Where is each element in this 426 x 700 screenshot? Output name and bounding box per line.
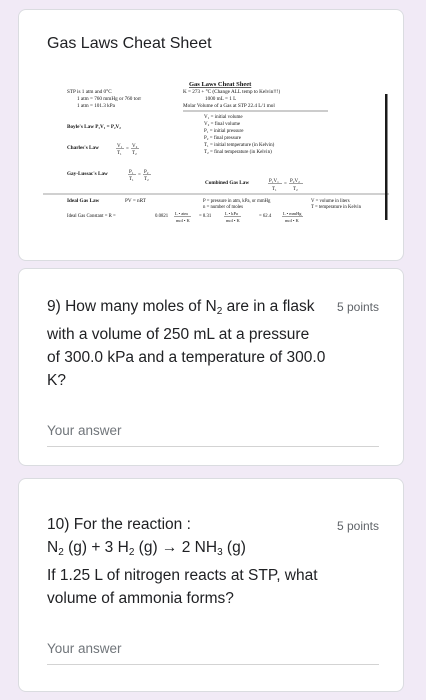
molar-volume-rule: Molar Volume of a Gas at STP 22.4 L/1 mol: [183, 103, 275, 109]
cheat-sheet-card: [18, 9, 404, 261]
svg-text:T₂: T₂: [144, 177, 149, 182]
cheat-sheet-image: [43, 78, 389, 238]
question-9-card: [18, 268, 404, 466]
question-10-text: 10) For the reaction : $N_2$ (g) + 3 $H_2$ (g) → 2 $NH_3$ (g) If 1.25 L of nitrogen reacts at STP, what volume of ammonia forms?: [47, 516, 318, 607]
svg-text:=: =: [138, 173, 141, 178]
sheet-title: Gas Laws Cheat Sheet: [47, 35, 212, 52]
svg-text:mol • K: mol • K: [226, 218, 240, 223]
temperature-def: T = temperature in Kelvin: [311, 205, 362, 210]
svg-text:P₂V₂: P₂V₂: [290, 179, 300, 184]
kelvin-rule: K = 273 + °C (Change ALL temp to Kelvin!!!): [183, 89, 281, 95]
svg-text:P₂: P₂: [144, 170, 149, 175]
question-9-answer-input[interactable]: Your answer: [47, 419, 379, 447]
image-heading: Gas Laws Cheat Sheet: [189, 81, 252, 88]
var-p1: P₁ = initial pressure: [204, 129, 244, 134]
svg-text:P₁V₁: P₁V₁: [269, 179, 279, 184]
svg-text:mol • K: mol • K: [285, 218, 299, 223]
svg-text:L • kPa: L • kPa: [225, 211, 238, 216]
svg-text:T₂: T₂: [132, 151, 137, 156]
r-value-1: 0.0821: [155, 214, 169, 219]
svg-text:V₁: V₁: [117, 144, 123, 149]
var-t2: T₂ = final temperature (in Kelvin): [204, 150, 272, 155]
var-t1: T₁ = initial temperature (in Kelvin): [204, 143, 275, 148]
ideal-gas-equation: PV = nRT: [125, 198, 146, 204]
gay-lussac-law: Gay-Lussac's Law: [67, 171, 108, 177]
var-p2: P₂ = final pressure: [204, 136, 241, 141]
charles-law: Charles's Law: [67, 145, 99, 151]
r-value-3: = 62.4: [259, 214, 272, 219]
ideal-gas-constant-label: Ideal Gas Constant = R =: [67, 214, 116, 219]
svg-text:=: =: [126, 147, 129, 152]
moles-def: n = number of moles: [203, 205, 244, 210]
stp-line-2: 1 atm = 760 mmHg or 760 torr: [77, 96, 142, 102]
ideal-gas-law: Ideal Gas Law: [67, 198, 100, 204]
r-value-2: = 8.31: [199, 214, 212, 219]
var-v1: V₁ = initial volume: [204, 115, 243, 120]
question-9-points: 5 points: [336, 300, 379, 314]
svg-text:V₂: V₂: [132, 144, 138, 149]
svg-text:T₁: T₁: [272, 187, 277, 192]
question-10-card: [18, 478, 404, 692]
question-10-answer-input[interactable]: Your answer: [47, 637, 379, 665]
combined-gas-law: Combined Gas Law: [205, 180, 250, 186]
volume-def: V = volume in liters: [311, 199, 350, 204]
svg-text:L • atm: L • atm: [175, 211, 188, 216]
ml-rule: 1000 mL = 1 L: [205, 96, 237, 102]
var-v2: V₂ = final volume: [204, 122, 241, 127]
svg-text:mol • K: mol • K: [176, 218, 190, 223]
svg-text:T₁: T₁: [129, 177, 134, 182]
boyle-law: Boyle's Law P₁V₁ = P₂V₂: [67, 124, 121, 130]
question-9-text: 9) How many moles of $N_2$ are in a flask with a volume of 250 mL at a pressure of 300.0 kPa and a temperature of 300.0 K?: [47, 298, 326, 389]
svg-text:L • mmHg: L • mmHg: [283, 211, 302, 216]
svg-text:T₁: T₁: [117, 151, 122, 156]
svg-text:=: =: [284, 182, 287, 187]
stp-line-1: STP is 1 atm and 0°C: [67, 89, 112, 95]
pressure-def: P = pressure in atm, kPa, or mmHg: [203, 199, 271, 204]
svg-text:P₁: P₁: [129, 170, 134, 175]
stp-line-3: 1 atm = 101.3 kPa: [77, 103, 115, 109]
svg-text:T₂: T₂: [293, 187, 298, 192]
question-10-points: 5 points: [336, 519, 379, 533]
